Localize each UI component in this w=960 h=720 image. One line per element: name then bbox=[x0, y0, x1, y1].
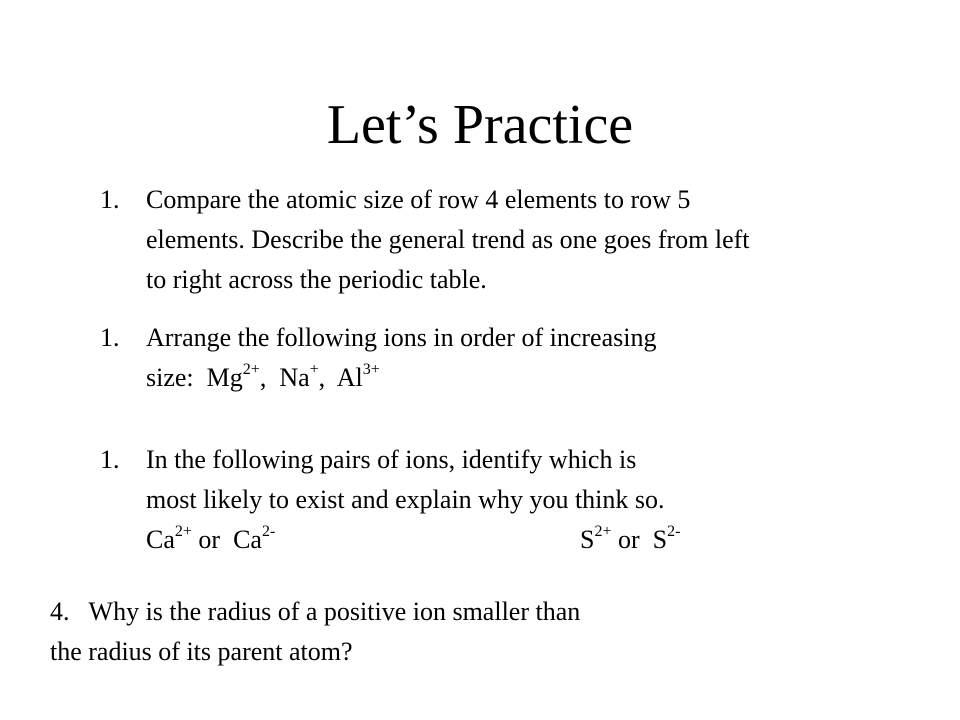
ion-symbol: Ca bbox=[146, 525, 175, 554]
ion-symbol: Ca bbox=[233, 525, 262, 554]
question-text bbox=[146, 440, 681, 560]
ion-list-prefix: size: bbox=[146, 363, 207, 392]
question-ion-pairs bbox=[100, 440, 681, 560]
ion-charge: 2- bbox=[261, 523, 276, 541]
question-number: 1. bbox=[100, 185, 120, 214]
question-text bbox=[146, 318, 656, 398]
question-line: 4. Why is the radius of a positive ion smaller than bbox=[50, 597, 581, 626]
ion-list bbox=[146, 358, 656, 398]
question-number: 1. bbox=[100, 323, 120, 352]
ion-charge: 2- bbox=[667, 523, 681, 541]
ion-pair-calcium bbox=[146, 525, 275, 554]
ion-pair-sulfur bbox=[580, 520, 680, 560]
question-line: Compare the atomic size of row 4 elements to row 5 bbox=[146, 185, 691, 214]
ion-or: or bbox=[191, 525, 234, 554]
ion-charge: 3+ bbox=[362, 361, 380, 379]
ion-symbol: S bbox=[652, 525, 668, 554]
ion-charge: 2+ bbox=[242, 361, 260, 379]
ion-symbol: Al bbox=[336, 363, 363, 392]
ion-charge: 2+ bbox=[594, 523, 612, 541]
question-compare-atomic-size bbox=[100, 180, 750, 300]
ion-pairs-line bbox=[146, 520, 681, 560]
ion-separator: , bbox=[318, 363, 337, 392]
ion-symbol: S bbox=[580, 525, 595, 554]
question-line: the radius of its parent atom? bbox=[50, 637, 353, 666]
question-line: In the following pairs of ions, identify which is bbox=[146, 445, 637, 474]
question-positive-ion-radius bbox=[50, 592, 580, 672]
question-arrange-ions bbox=[100, 318, 656, 398]
ion-symbol: Mg bbox=[206, 363, 243, 392]
slide-title: Let’s Practice bbox=[326, 94, 634, 156]
question-text bbox=[146, 180, 750, 300]
ion-separator: , bbox=[259, 363, 280, 392]
question-line: most likely to exist and explain why you think so. bbox=[146, 485, 665, 514]
ion-charge: 2+ bbox=[174, 523, 192, 541]
ion-charge: + bbox=[309, 361, 319, 379]
question-line: Arrange the following ions in order of increasing bbox=[146, 323, 657, 352]
question-line: elements. Describe the general trend as one goes from left bbox=[146, 225, 750, 254]
question-number: 1. bbox=[100, 445, 120, 474]
ion-or: or bbox=[611, 525, 653, 554]
ion-symbol: Na bbox=[279, 363, 310, 392]
question-line: to right across the periodic table. bbox=[146, 265, 487, 294]
